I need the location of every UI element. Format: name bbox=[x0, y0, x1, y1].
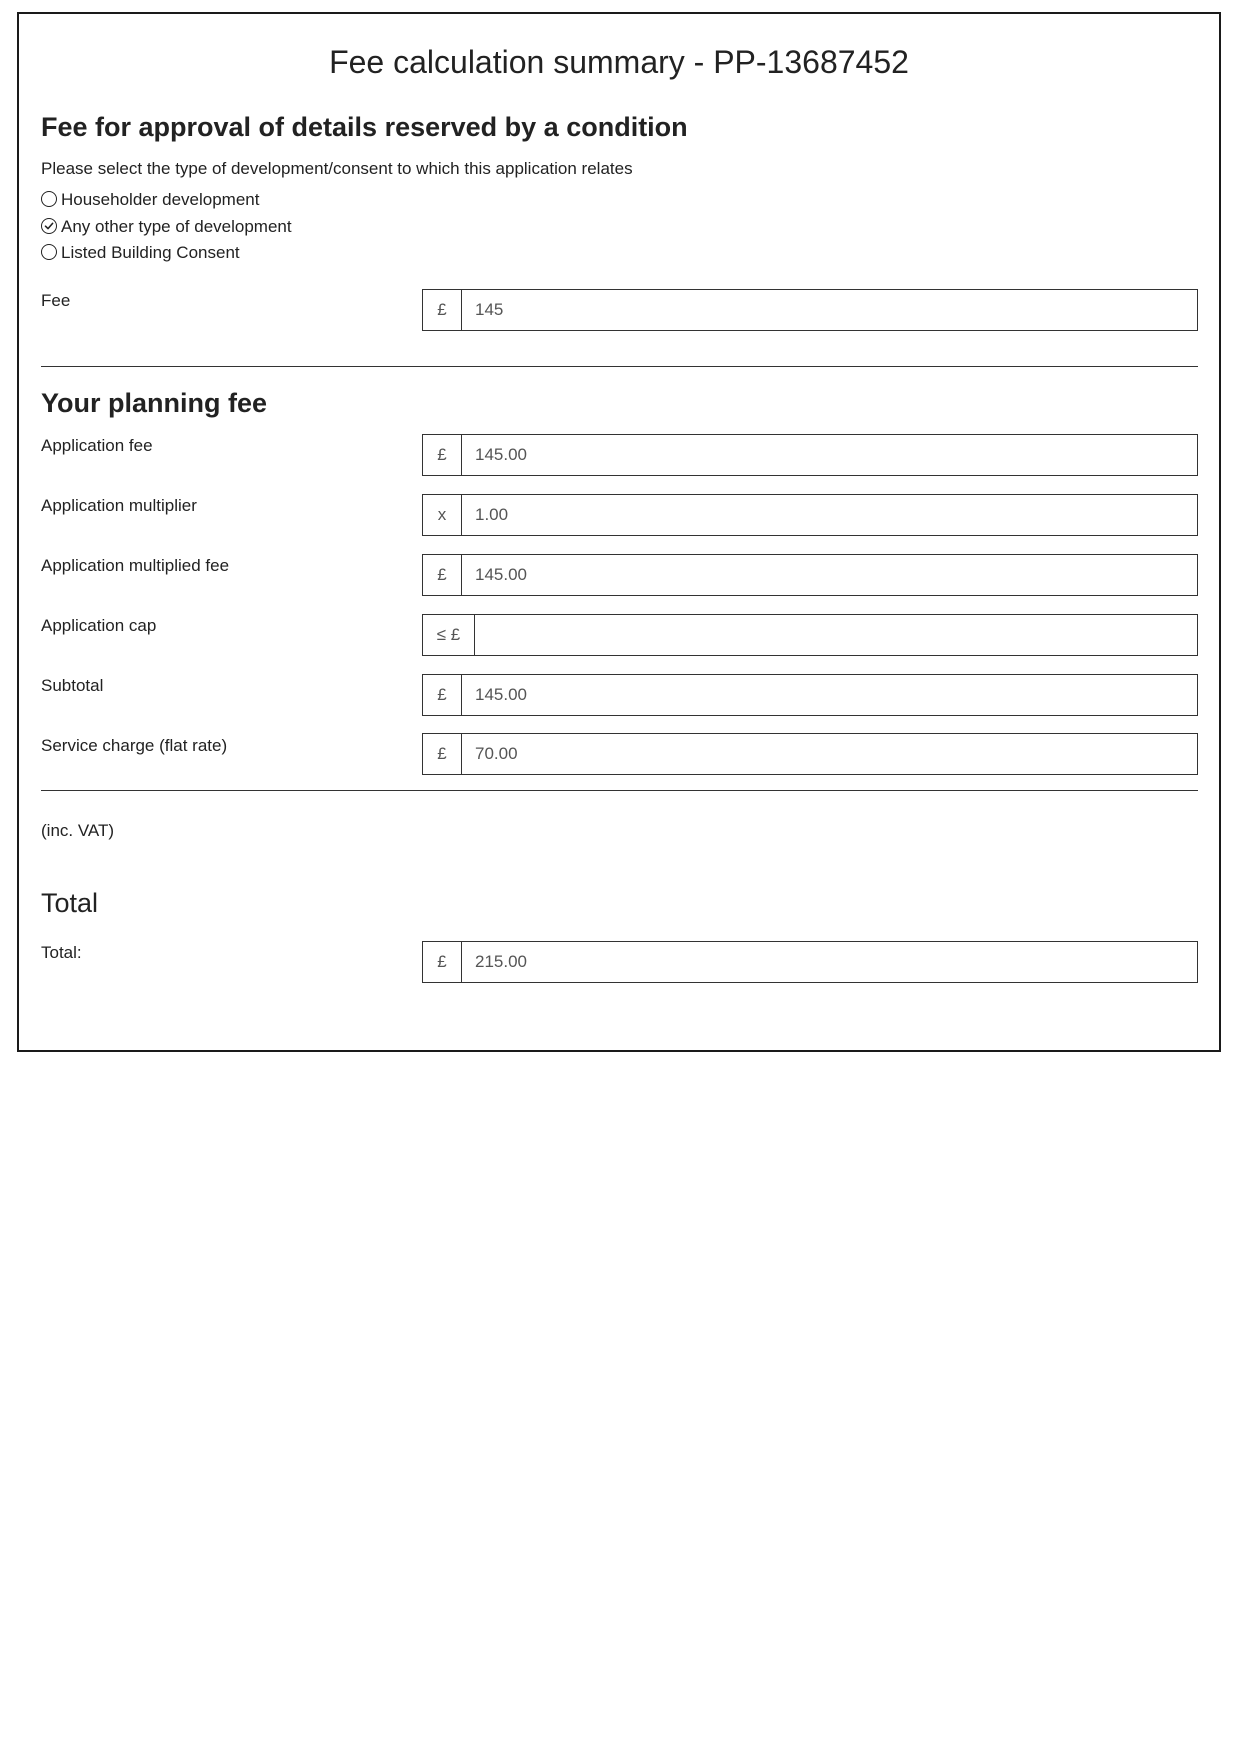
page-title: Fee calculation summary - PP-13687452 bbox=[329, 44, 909, 80]
development-type-instruction: Please select the type of development/consent to which this application relates bbox=[41, 159, 633, 178]
currency-prefix: £ bbox=[423, 435, 462, 475]
application-cap-field[interactable] bbox=[422, 614, 1198, 656]
application-fee-value: 145.00 bbox=[475, 445, 527, 464]
application-multiplied-fee-value: 145.00 bbox=[475, 565, 527, 584]
cap-prefix: ≤ £ bbox=[423, 615, 475, 655]
section-divider bbox=[41, 790, 1198, 791]
subtotal-field[interactable] bbox=[422, 674, 1198, 716]
subtotal-label: Subtotal bbox=[41, 676, 104, 695]
radio-label: Listed Building Consent bbox=[61, 243, 240, 262]
service-charge-field[interactable] bbox=[422, 733, 1198, 775]
currency-prefix: £ bbox=[423, 675, 462, 715]
radio-label: Any other type of development bbox=[61, 217, 292, 236]
application-cap-value bbox=[475, 615, 1197, 655]
fee-summary-panel bbox=[17, 12, 1221, 1052]
radio-unchecked-icon[interactable] bbox=[41, 244, 57, 260]
radio-label: Householder development bbox=[61, 190, 260, 209]
multiplier-prefix: x bbox=[423, 495, 462, 535]
fee-label: Fee bbox=[41, 291, 71, 310]
currency-prefix: £ bbox=[423, 942, 462, 982]
application-multiplier-label: Application multiplier bbox=[41, 496, 197, 515]
application-multiplied-fee-label: Application multiplied fee bbox=[41, 556, 230, 575]
application-fee-field[interactable] bbox=[422, 434, 1198, 476]
vat-note: (inc. VAT) bbox=[41, 821, 115, 840]
currency-prefix: £ bbox=[423, 734, 462, 774]
subtotal-value: 145.00 bbox=[475, 685, 527, 704]
application-multiplier-value: 1.00 bbox=[475, 505, 509, 524]
section-divider bbox=[41, 366, 1198, 367]
radio-option-other-development[interactable] bbox=[41, 216, 292, 238]
currency-prefix: £ bbox=[423, 555, 462, 595]
application-multiplier-field[interactable] bbox=[422, 494, 1198, 536]
radio-checked-icon[interactable] bbox=[41, 218, 57, 234]
total-value: 215.00 bbox=[475, 952, 527, 971]
application-multiplied-fee-field[interactable] bbox=[422, 554, 1198, 596]
checkmark-icon bbox=[44, 221, 54, 231]
approval-section-heading: Fee for approval of details reserved by a condition bbox=[41, 112, 688, 142]
total-heading: Total bbox=[41, 888, 99, 918]
service-charge-label: Service charge (flat rate) bbox=[41, 736, 228, 755]
application-cap-label: Application cap bbox=[41, 616, 157, 635]
fee-value: 145 bbox=[475, 300, 504, 319]
application-fee-label: Application fee bbox=[41, 436, 153, 455]
total-field[interactable] bbox=[422, 941, 1198, 983]
radio-option-householder[interactable] bbox=[41, 189, 259, 211]
service-charge-value: 70.00 bbox=[475, 744, 518, 763]
radio-option-listed-building[interactable] bbox=[41, 242, 240, 264]
currency-prefix: £ bbox=[423, 290, 462, 330]
total-label: Total: bbox=[41, 943, 82, 962]
fee-field[interactable] bbox=[422, 289, 1198, 331]
planning-fee-heading: Your planning fee bbox=[41, 388, 268, 418]
radio-unchecked-icon[interactable] bbox=[41, 191, 57, 207]
